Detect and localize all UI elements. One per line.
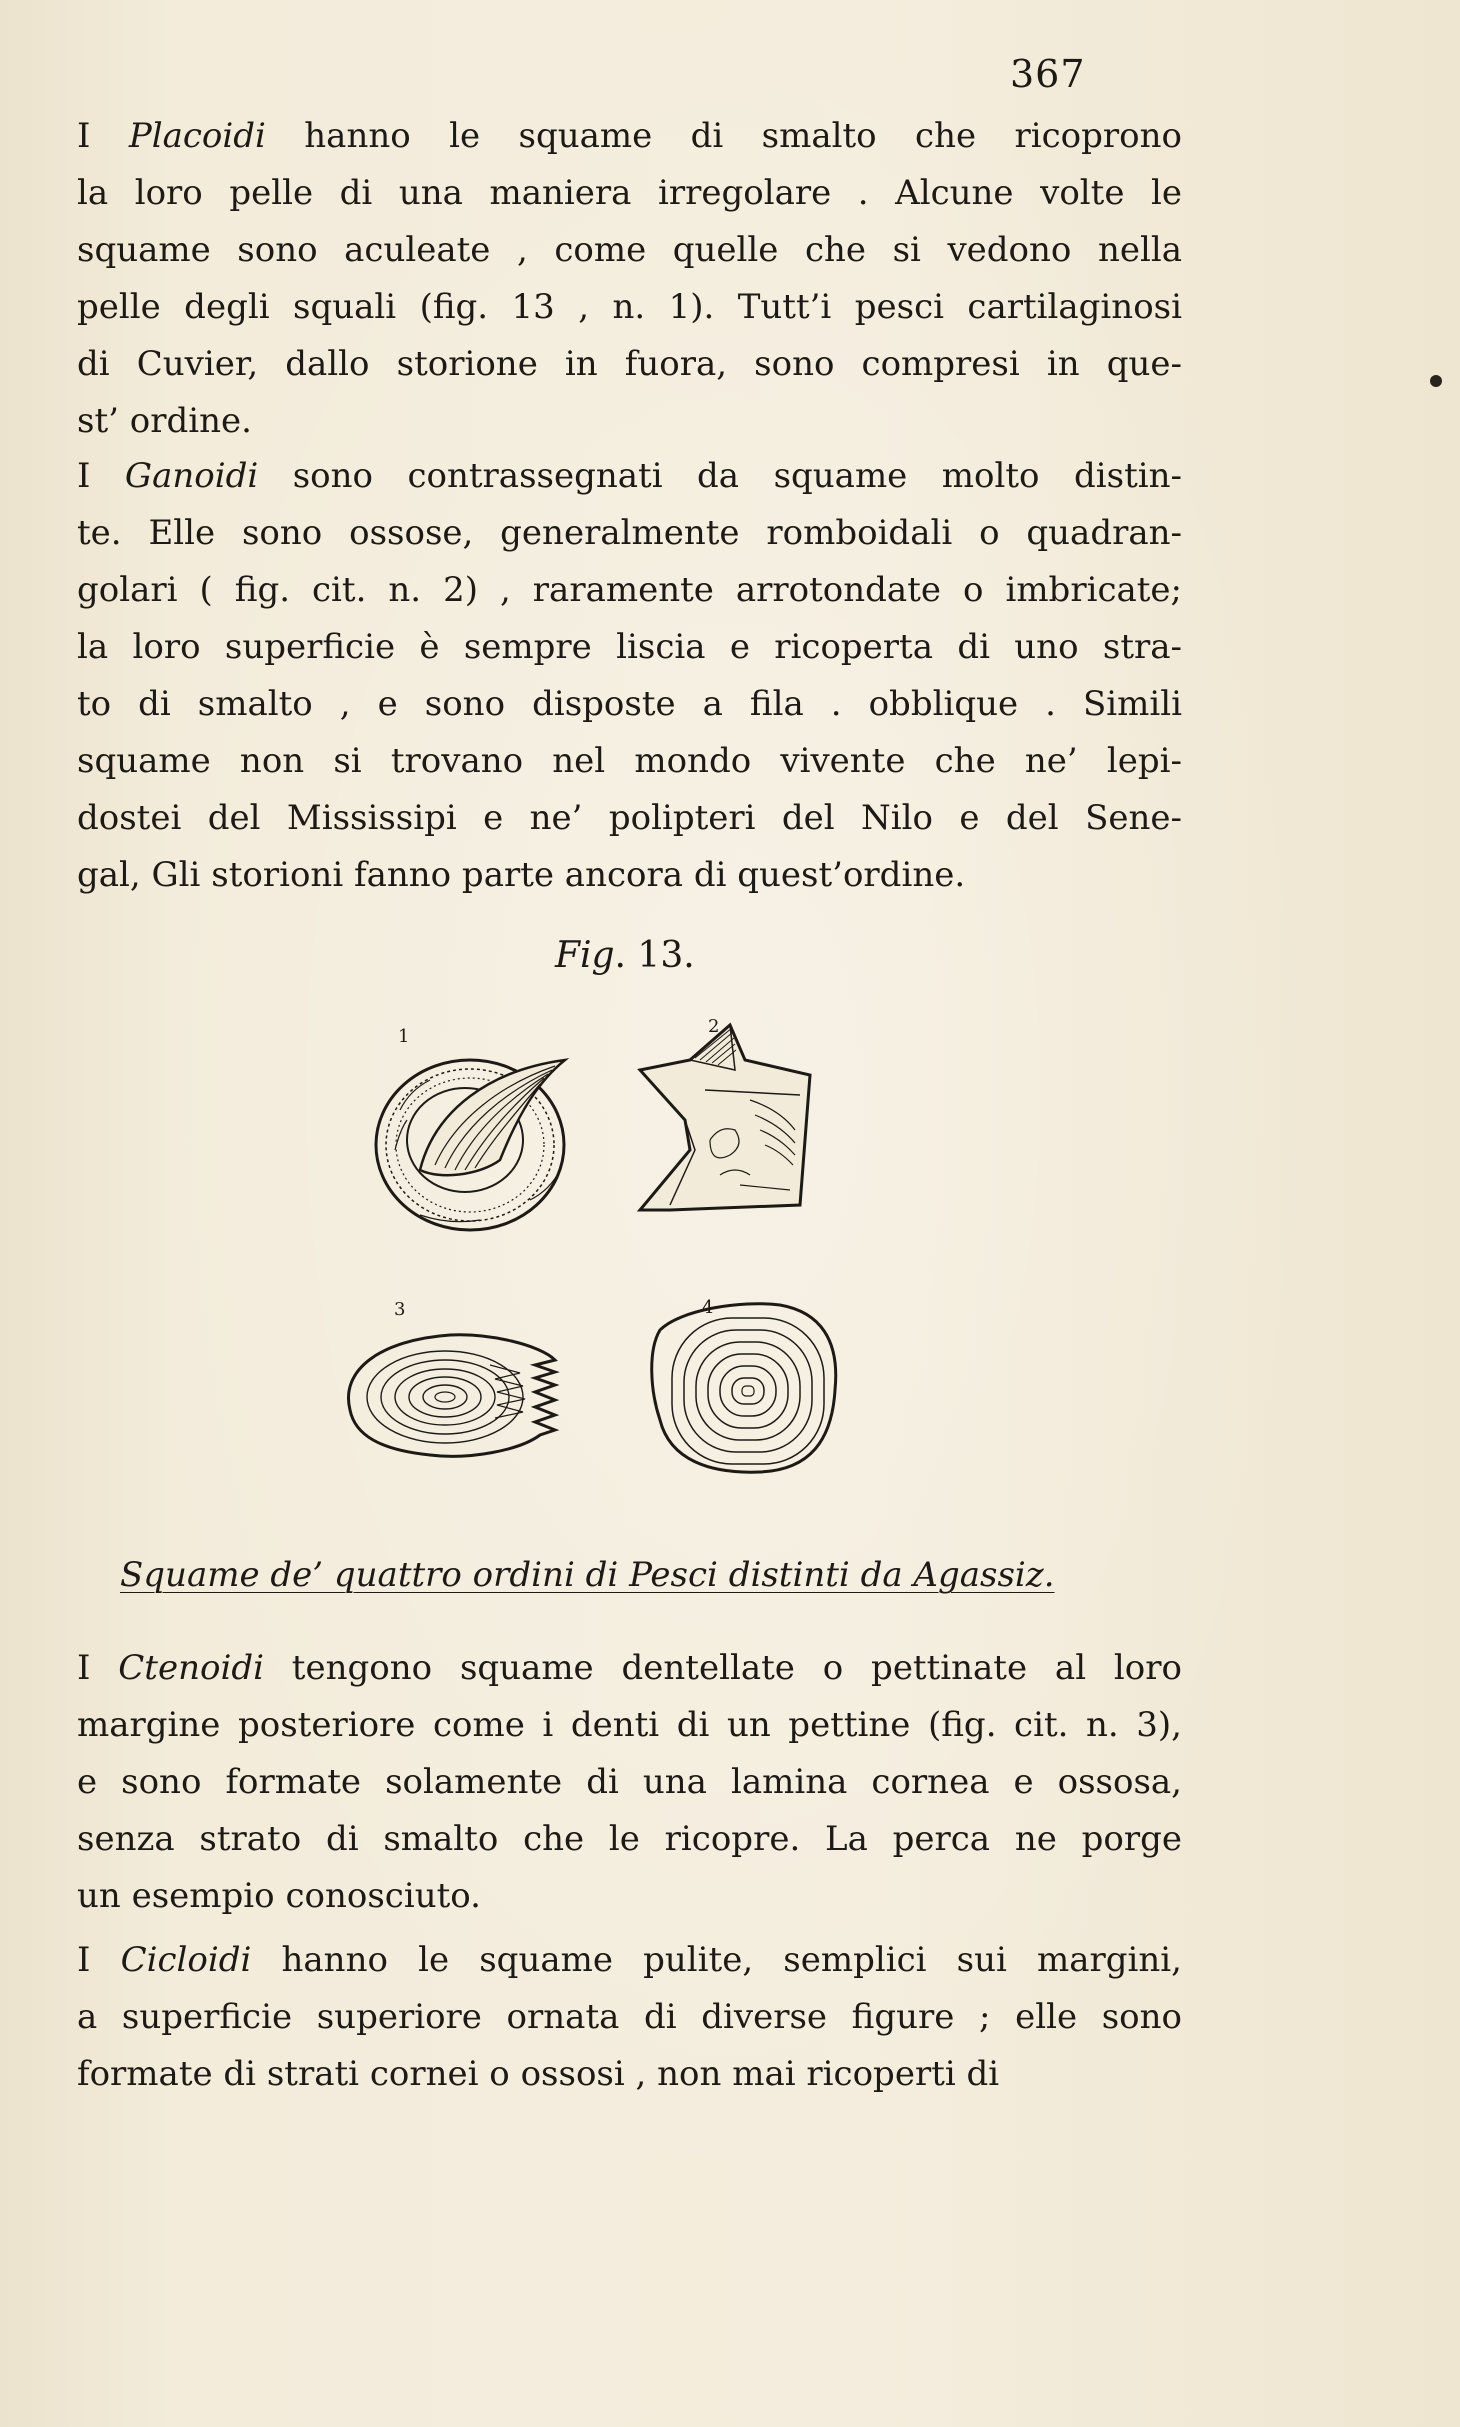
- figure-title: [555, 935, 695, 976]
- figure-label-2: 2: [708, 1016, 720, 1037]
- line-rest: sono contrassegnati da squame molto distin-: [258, 456, 1182, 496]
- line-start: I: [77, 456, 125, 496]
- text-line: [77, 1932, 1182, 1989]
- text-line: st’ ordine.: [77, 401, 252, 441]
- ganoid-scale-drawing: [640, 1025, 810, 1210]
- line-start: I: [77, 116, 129, 156]
- text-line: e sono formate solamente di una lamina cornea e ossosa,: [77, 1762, 1182, 1802]
- fish-scales-figure: [340, 1000, 900, 1490]
- ctenoid-scale-drawing: [348, 1335, 555, 1457]
- line-rest: tengono squame dentellate o pettinate al loro: [263, 1648, 1182, 1688]
- line-rest: hanno le squame pulite, semplici sui margini,: [251, 1940, 1182, 1980]
- cycloid-scale-drawing: [652, 1304, 836, 1472]
- text-line: un esempio conosciuto.: [77, 1876, 481, 1916]
- figure-label-4: 4: [702, 1297, 714, 1318]
- text-line: margine posteriore come i denti di un pettine (fig. cit. n. 3),: [77, 1705, 1182, 1745]
- figure-caption: Squame de’ quattro ordini di Pesci distinti da Agassiz.: [120, 1555, 1055, 1595]
- line-start: I: [77, 1940, 121, 1980]
- page-number: 367: [1010, 52, 1086, 96]
- text-line: la loro pelle di una maniera irregolare . Alcune volte le: [77, 173, 1182, 213]
- text-line: di Cuvier, dallo storione in fuora, sono compresi in que-: [77, 344, 1182, 384]
- text-line: senza strato di smalto che le ricopre. La perca ne porge: [77, 1819, 1182, 1859]
- fish-scales-illustration: [340, 1000, 900, 1490]
- text-line: a superficie superiore ornata di diverse figure ; elle sono: [77, 1997, 1182, 2037]
- text-line: la loro superficie è sempre liscia e ricoperta di uno stra-: [77, 627, 1182, 667]
- figure-title-number: . 13.: [614, 935, 695, 976]
- text-line: [77, 1640, 1182, 1697]
- ink-speck: [1430, 375, 1442, 387]
- paragraph-ganoidi: [77, 448, 1182, 904]
- paragraph-cicloidi: [77, 1932, 1182, 2103]
- text-line: dostei del Mississipi e ne’ polipteri del Nilo e del Sene-: [77, 798, 1182, 838]
- text-line: [77, 448, 1182, 505]
- figure-label-3: 3: [394, 1299, 406, 1320]
- text-line: golari ( fig. cit. n. 2) , raramente arrotondate o imbricate;: [77, 570, 1182, 610]
- text-line: to di smalto , e sono disposte a fila . obblique . Simili: [77, 684, 1182, 724]
- paragraph-ctenoidi: [77, 1640, 1182, 1925]
- term-placoidi: Placoidi: [128, 116, 266, 156]
- text-line: te. Elle sono ossose, generalmente romboidali o quadran-: [77, 513, 1182, 553]
- line-rest: hanno le squame di smalto che ricoprono: [265, 116, 1182, 156]
- text-line: squame sono aculeate , come quelle che si vedono nella: [77, 230, 1182, 270]
- text-line: pelle degli squali (fig. 13 , n. 1). Tutt’i pesci cartilaginosi: [77, 287, 1182, 327]
- text-line: [77, 108, 1182, 165]
- figure-label-1: 1: [398, 1026, 410, 1047]
- text-line: squame non si trovano nel mondo vivente che ne’ lepi-: [77, 741, 1182, 781]
- term-ganoidi: Ganoidi: [124, 456, 259, 496]
- text-line: gal, Gli storioni fanno parte ancora di quest’ordine.: [77, 855, 966, 895]
- paragraph-placoidi: [77, 108, 1182, 450]
- term-ctenoidi: Ctenoidi: [118, 1648, 264, 1688]
- figure-title-prefix: Fig: [555, 935, 615, 976]
- line-start: I: [77, 1648, 119, 1688]
- term-cicloidi: Cicloidi: [120, 1940, 252, 1980]
- text-line: formate di strati cornei o ossosi , non mai ricoperti di: [77, 2054, 1000, 2094]
- placoid-scale-drawing: [376, 1060, 565, 1230]
